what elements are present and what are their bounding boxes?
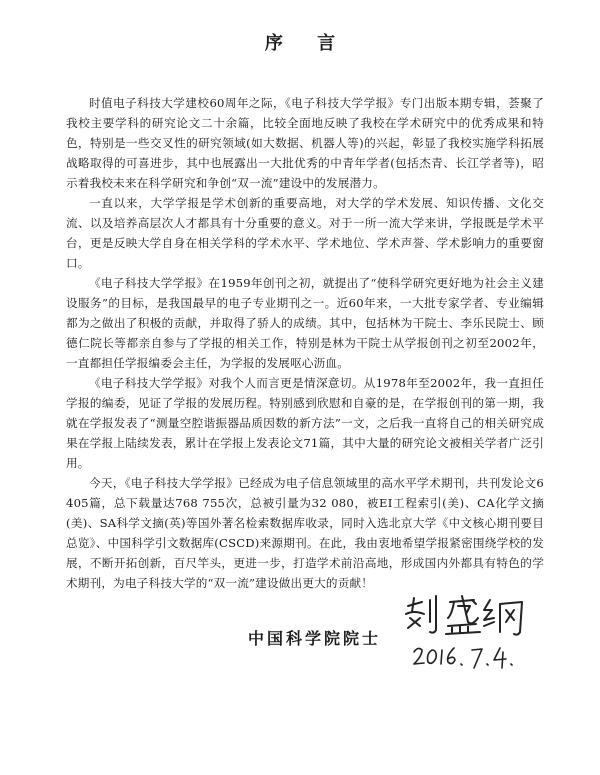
handwritten-signature xyxy=(400,592,530,642)
handwritten-date xyxy=(410,640,520,674)
page-title: 序 言 xyxy=(264,33,350,54)
paragraph-3: 《电子科技大学学报》在1959年创刊之初，就提出了“使科学研究更好地为社会主义建设服务”的目标，是我国最早的电子专业期刊之一。近60年来，一大批专家学者、专业编辑都为之做出了积极的贡献，并取得了骄人的成绩。其中，包括林为干院士、李乐民院士、顾德仁院长等都亲自参与了学报的相关工作，特别是林为干院士从学报创刊之初至2002年，一直都担任学报编委会主任，为学报的发展呕心沥血。 xyxy=(66,276,544,370)
paragraph-2: 一直以来，大学学报是学术创新的重要高地，对大学的学术发展、知识传播、文化交流、以及培养高层次人才都具有十分重要的意义。对于一所一流大学来讲，学报既是学术平台，更是反映大学自身在相关学科的学术水平、学术地位、学术声誉、学术影响力的重要窗口。 xyxy=(66,196,544,270)
paragraph-5: 今天，《电子科技大学学报》已经成为电子信息领域里的高水平学术期刊，共刊发论文6 405篇，总下载量达768 755次，总被引量为32 080，被EI工程索引(美)、CA化学文摘(美)、SA科学文摘(英)等国外著名检索数据库收录，同时入选北京大学《中文核心期刊要目总览》、中国科学引文数据库(CSCD)来源期刊。在此，我由衷地希望学报紧密围绕学校的发展，不断开拓创新，百尺竿头，更进一步，打造学术前沿高地，形成国内外都具有特色的学术期刊，为电子科技大学的“双一流”建设做出更大的贡献！ xyxy=(66,476,544,590)
author-title: 中国科学院院士 xyxy=(248,629,382,648)
preface-body xyxy=(66,93,544,593)
paragraph-4: 《电子科技大学学报》对我个人而言更是情深意切。从1978年至2002年，我一直担任学报的编委，见证了学报的发展历程。特别感到欣慰和自豪的是，在学报创刊的第一期，我就在学报发表了“测量空腔谐振器品质因数的新方法”一文，之后我一直将自己的相关研究成果在学报上陆续发表，累计在学报上发表论文71篇，其中大量的研究论文被相关学者广泛引用。 xyxy=(66,376,544,470)
paragraph-1: 时值电子科技大学建校60周年之际，《电子科技大学学报》专门出版本期专辑，荟聚了我校主要学科的研究论文二十余篇，比较全面地反映了我校在学术研究中的优秀成果和特色，特别是一些交叉性的研究领域(如大数据、机器人等)的兴起，彰显了我校实施学科拓展战略取得的可喜进步，其中也展露出一大批优秀的中青年学者(包括杰青、长江学者等)，昭示着我校未来在科学研究和争创“双一流”建设中的发展潜力。 xyxy=(66,96,544,190)
